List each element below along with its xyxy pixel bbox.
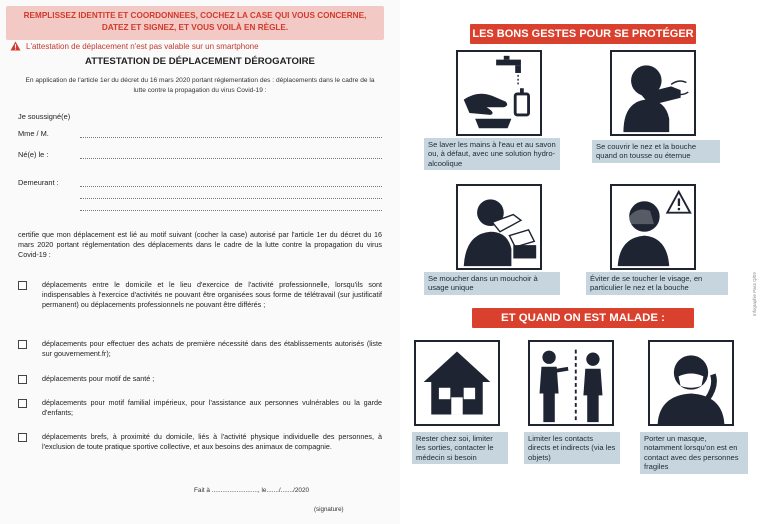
name-label: Mme / M. bbox=[18, 129, 49, 138]
caption-tissue: Se moucher dans un mouchoir à usage unique bbox=[424, 272, 560, 295]
house-icon bbox=[416, 342, 498, 424]
face-touch-card bbox=[610, 184, 696, 270]
protect-header: LES BONS GESTES POUR SE PROTÉGER bbox=[470, 24, 696, 44]
smartphone-warning bbox=[10, 41, 390, 51]
mask-card bbox=[648, 340, 734, 426]
caption-hand-washing: Se laver les mains à l'eau et au savon ou, à défaut, avec une solution hydro-alcoolique bbox=[424, 138, 560, 170]
option-text: déplacements entre le domicile et le lieu d'exercice de l'activité professionnelle, lorsqu'ils sont indispensables à l'exercice d'activités ne pouvant être organisées sous forme de télétravail (sur justificatif permanent) ou déplacements professionnels ne pouvant être différés ; bbox=[42, 280, 382, 310]
undersigned-label: Je soussigné(e) bbox=[18, 112, 71, 121]
checkbox-family[interactable] bbox=[18, 399, 27, 408]
certify-paragraph: certifie que mon déplacement est lié au motif suivant (cocher la case) autorisé par l'article 1er du décret du 16 mars 2020 portant réglementation des déplacements dans le cadre de la lutte contre la propagation du virus Covid-19 : bbox=[18, 230, 382, 259]
distance-card bbox=[528, 340, 614, 426]
birth-label: Né(e) le : bbox=[18, 150, 49, 159]
stay-home-card bbox=[414, 340, 500, 426]
caption-stay-home: Rester chez soi, limiter les sorties, contacter le médecin si besoin bbox=[412, 432, 508, 464]
option-text: déplacements brefs, à proximité du domicile, liés à l'activité physique individuelle des personnes, à l'exclusion de toute pratique sportive collective, et aux besoins des animaux de compagnie. bbox=[42, 432, 382, 452]
checkbox-professional[interactable] bbox=[18, 281, 27, 290]
address-field-line-1[interactable] bbox=[80, 186, 382, 187]
birth-date-field[interactable] bbox=[80, 158, 382, 159]
address-label: Demeurant : bbox=[18, 178, 59, 187]
hand-washing-icon bbox=[458, 52, 540, 134]
no-face-touch-icon bbox=[612, 186, 694, 268]
credit-label: Infographie Pass Q/09 bbox=[752, 272, 757, 316]
instructions-banner bbox=[6, 6, 384, 40]
distance-icon bbox=[530, 342, 612, 424]
prevention-poster bbox=[400, 0, 768, 524]
address-field-line-2[interactable] bbox=[80, 198, 382, 199]
checkbox-exercise[interactable] bbox=[18, 433, 27, 442]
signature-label: (signature) bbox=[314, 506, 344, 513]
warning-triangle-icon bbox=[10, 41, 21, 51]
caption-cough: Se couvrir le nez et la bouche quand on tousse ou éternue bbox=[592, 140, 720, 163]
option-text: déplacements pour effectuer des achats de première nécessité dans des établissements autorisés (liste sur gouvernement.fr); bbox=[42, 339, 382, 359]
caption-mask: Porter un masque, notamment lorsqu'on est en contact avec des personnes fragiles bbox=[640, 432, 748, 474]
hand-washing-card bbox=[456, 50, 542, 136]
tissue-card bbox=[456, 184, 542, 270]
option-text: déplacements pour motif familial impérieux, pour l'assistance aux personnes vulnérables ou la garde d'enfants; bbox=[42, 398, 382, 418]
banner-line-1: REMPLISSEZ IDENTITE ET COORDONNEES, COCHEZ LA CASE QUI VOUS CONCERNE, bbox=[23, 11, 367, 20]
option-text: déplacements pour motif de santé ; bbox=[42, 374, 155, 383]
checkbox-shopping[interactable] bbox=[18, 340, 27, 349]
cough-elbow-icon bbox=[612, 52, 694, 134]
mask-icon bbox=[650, 342, 732, 424]
document-title: ATTESTATION DE DÉPLACEMENT DÉROGATOIRE bbox=[85, 56, 315, 67]
caption-face-touch: Éviter de se toucher le visage, en particulier le nez et la bouche bbox=[586, 272, 728, 295]
address-field-line-3[interactable] bbox=[80, 210, 382, 211]
cough-card bbox=[610, 50, 696, 136]
warning-text: L'attestation de déplacement n'est pas valable sur un smartphone bbox=[26, 41, 259, 51]
tissue-icon bbox=[458, 186, 540, 268]
place-date-line[interactable]: Fait à .........................., le......./......./2020 bbox=[194, 487, 310, 494]
intro-paragraph: En application de l'article 1er du décret du 16 mars 2020 portant réglementation des : déplacements dans le cadre de la lutte contre la propagation du virus Covid-19 : bbox=[25, 77, 375, 94]
caption-distance: Limiter les contacts directs et indirects (via les objets) bbox=[524, 432, 620, 464]
checkbox-health[interactable] bbox=[18, 375, 27, 384]
name-field[interactable] bbox=[80, 137, 382, 138]
sick-header: ET QUAND ON EST MALADE : bbox=[472, 308, 694, 328]
banner-line-2: DATEZ ET SIGNEZ, ET VOUS VOILÀ EN RÈGLE. bbox=[101, 23, 289, 32]
